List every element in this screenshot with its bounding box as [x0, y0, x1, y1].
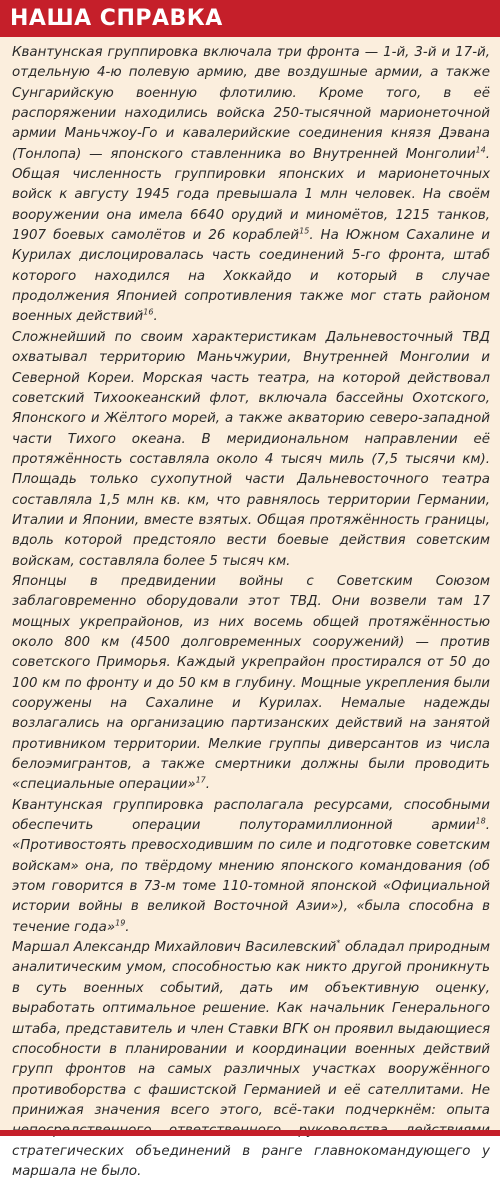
section-title: НАША СПРАВКА	[10, 6, 223, 31]
paragraph	[12, 796, 490, 938]
footnote-ref: 18	[475, 816, 486, 826]
article-text	[0, 37, 500, 1182]
paragraph	[12, 328, 490, 572]
text-run: .	[125, 919, 130, 935]
paragraph	[12, 43, 490, 328]
footnote-ref: *	[336, 938, 341, 948]
header-bar	[0, 0, 500, 37]
text-run: Квантунская группировка включала три фронта — 1-й, 3-й и 17-й, отдельную 4-ю полевую армию, две воздушные армии, а также Сунгарийскую военную флотилию. Кроме того, в её распоряжении находились войска 250-тысячной марионеточной армии Маньчжоу-Го и кавалерийские соединения князя Дэвана (Тонлопа) — японского ставленника во Внутренней Монголии	[12, 45, 490, 162]
footnote-ref: 15	[299, 226, 310, 236]
text-run: . «Противостоять превосходившим по силе и подготовке советским войскам» она, по твёрдому мнению японского командования (об этом говорится в 73-м томе 110-томной японской «Официальной истории войны в великой Восточной Азии»), «была способна в течение года»	[12, 818, 490, 935]
text-run: Сложнейший по своим характеристикам Дальневосточный ТВД охватывал территорию Маньчжурии, Внутренней Монголии и Северной Кореи. Морская часть театра, на которой действовал советский Тихоокеанский флот, включала бассейны Охотского, Японского и Жёлтого морей, а также акваторию северо-западной части Тихого океана. В меридиональном направлении её протяжённость составляла около 4 тысяч миль (7,5 тысячи км). Площадь только сухопутной части Дальневосточного театра составляла 1,5 млн кв. км, что равнялось территории Германии, Италии и Японии, вместе взятых. Общая протяжённость границы, вдоль которой предстояло вести боевые действия советским войскам, составляла более 5 тысяч км.	[12, 329, 490, 569]
footnote-ref: 14	[475, 145, 486, 155]
text-run: Японцы в предвидении войны с Советским Союзом заблаговременно оборудовали этот ТВД. Они возвели там 17 мощных укрепрайонов, из них восемь общей протяжённостью около 800 км (4500 долговременных сооружений) — против советского Приморья. Каждый укрепрайон простирался от 50 до 100 км по фронту и до 50 км в глубину. Мощные укрепления были сооружены на Сахалине и Курилах. Немалые надежды возлагались на организацию партизанских действий на занятой противником территории. Мелкие группы диверсантов из числа белоэмигрантов, а также смертники должны были проводить «специальные операции»	[12, 573, 490, 793]
footnote-ref: 17	[195, 775, 206, 785]
text-run: . Общая численность группировки японских и марионеточных войск к августу 1945 года превышала 1 млн человек. На своём вооружении она имела 6640 орудий и миномётов, 1215 танков, 1907 боевых самолётов и 26 кораблей	[12, 146, 490, 244]
text-run: Маршал Александр Михайлович Василевский	[12, 940, 337, 956]
footnote-ref: 19	[115, 918, 126, 928]
text-run: . На Южном Сахалине и Курилах дислоцировалась часть соединений 5-го фронта, штаб которого находился на Хоккайдо и который в случае продолжения Японией сопротивления также мог стать районом военных действий	[12, 228, 490, 325]
text-run: Квантунская группировка располагала ресурсами, способными обеспечить операции полуторамиллионной армии	[12, 797, 490, 834]
text-run: .	[153, 309, 158, 325]
text-run: обладал природным аналитическим умом, способностью как никто другой проникнуть в суть военных событий, дать им объективную оценку, выработать оптимальное решение. Как начальник Генерального штаба, представитель и член Ставки ВГК он проявил выдающиеся способности в планировании и координации военных действий групп фронтов на самых различных участках вооружённого противоборства с фашистской Германией и её сателлитами. Не принижая значения всего этого, всё-таки подчеркнём: опыта стратегических объединений в ранге главнокомандующего у маршала не было.	[12, 940, 490, 1179]
paragraph	[12, 572, 490, 796]
footnote-ref: 16	[143, 308, 154, 317]
text-run: .	[205, 777, 211, 793]
paragraph	[12, 938, 490, 1182]
bottom-border	[0, 1130, 500, 1136]
